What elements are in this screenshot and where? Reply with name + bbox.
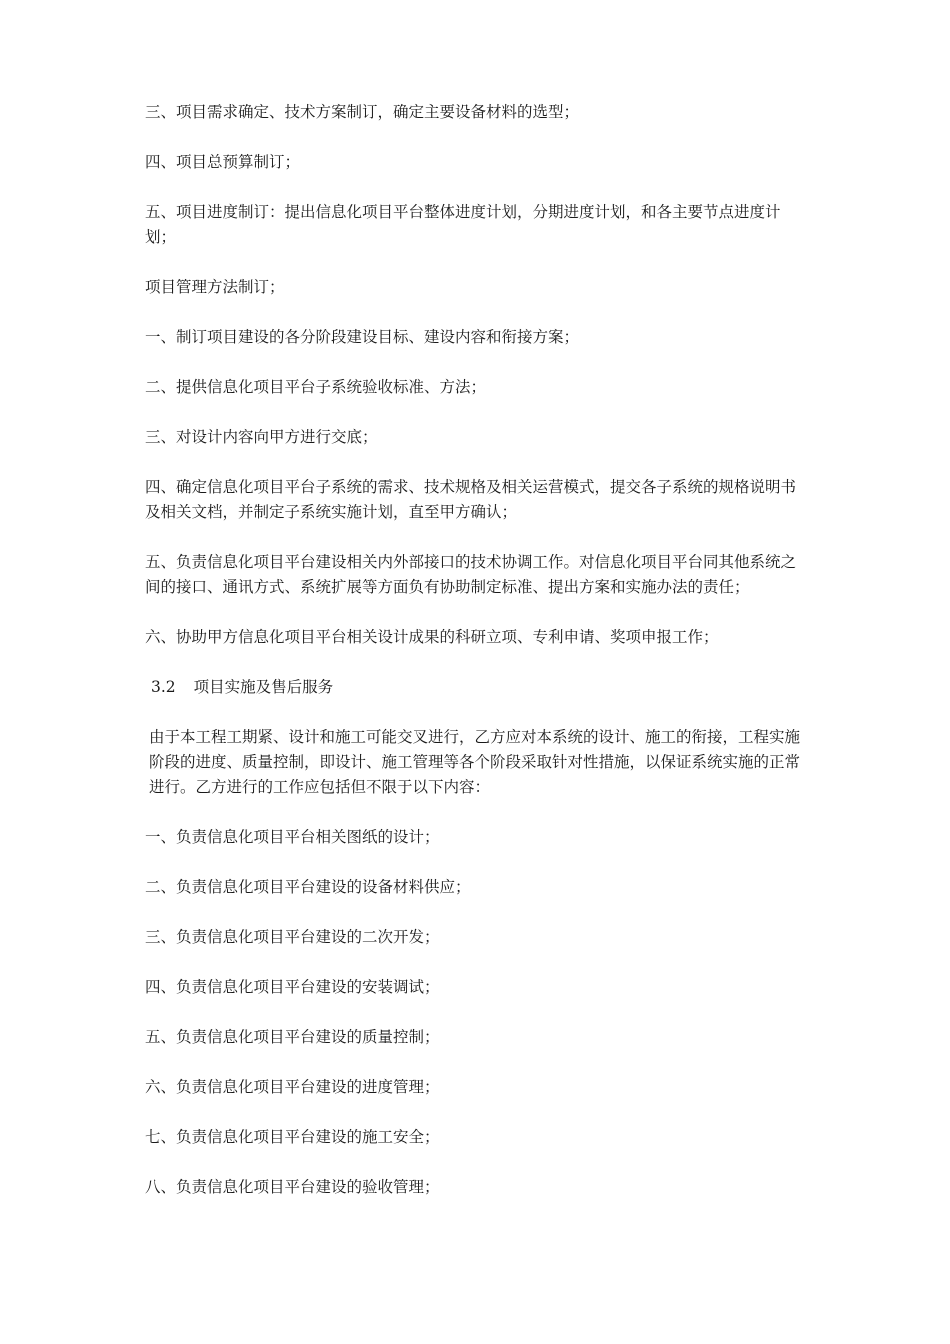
paragraph: 项目管理方法制订； (145, 278, 285, 296)
document-page (145, 100, 810, 1225)
paragraph: 三、项目需求确定、技术方案制订，确定主要设备材料的选型； (145, 103, 580, 121)
section-title: 项目实施及售后服务 (193, 678, 334, 696)
paragraph: 五、项目进度制订：提出信息化项目平台整体进度计划，分期进度计划，和各主要节点进度计划； (145, 203, 781, 246)
paragraph: 二、提供信息化项目平台子系统验收标准、方法； (145, 378, 487, 396)
paragraph: 五、负责信息化项目平台建设相关内外部接口的技术协调工作。对信息化项目平台同其他系统之间的接口、通讯方式、系统扩展等方面负有协助制定标准、提出方案和实施办法的责任； (145, 553, 797, 596)
paragraph: 三、负责信息化项目平台建设的二次开发； (145, 928, 440, 946)
section-heading (145, 675, 810, 700)
paragraph: 二、负责信息化项目平台建设的设备材料供应； (145, 878, 471, 896)
paragraph: 五、负责信息化项目平台建设的质量控制； (145, 1028, 440, 1046)
paragraph: 三、对设计内容向甲方进行交底； (145, 428, 378, 446)
paragraph: 一、负责信息化项目平台相关图纸的设计； (145, 828, 440, 846)
paragraph: 一、制订项目建设的各分阶段建设目标、建设内容和衔接方案； (145, 328, 580, 346)
paragraph: 四、负责信息化项目平台建设的安装调试； (145, 978, 440, 996)
paragraph: 七、负责信息化项目平台建设的施工安全； (145, 1128, 440, 1146)
section-number: 3.2 (151, 678, 176, 696)
paragraph: 四、项目总预算制订； (145, 153, 301, 171)
paragraph: 六、负责信息化项目平台建设的进度管理； (145, 1078, 440, 1096)
intro-paragraph: 由于本工程工期紧、设计和施工可能交叉进行，乙方应对本系统的设计、施工的衔接，工程实施阶段的进度、质量控制，即设计、施工管理等各个阶段采取针对性措施，以保证系统实施的正常进行。乙方进行的工作应包括但不限于以下内容： (149, 728, 801, 796)
paragraph: 四、确定信息化项目平台子系统的需求、技术规格及相关运营模式，提交各子系统的规格说明书及相关文档，并制定子系统实施计划，直至甲方确认； (145, 478, 797, 521)
paragraph: 六、协助甲方信息化项目平台相关设计成果的科研立项、专利申请、奖项申报工作； (145, 628, 719, 646)
paragraph: 八、负责信息化项目平台建设的验收管理； (145, 1178, 440, 1196)
